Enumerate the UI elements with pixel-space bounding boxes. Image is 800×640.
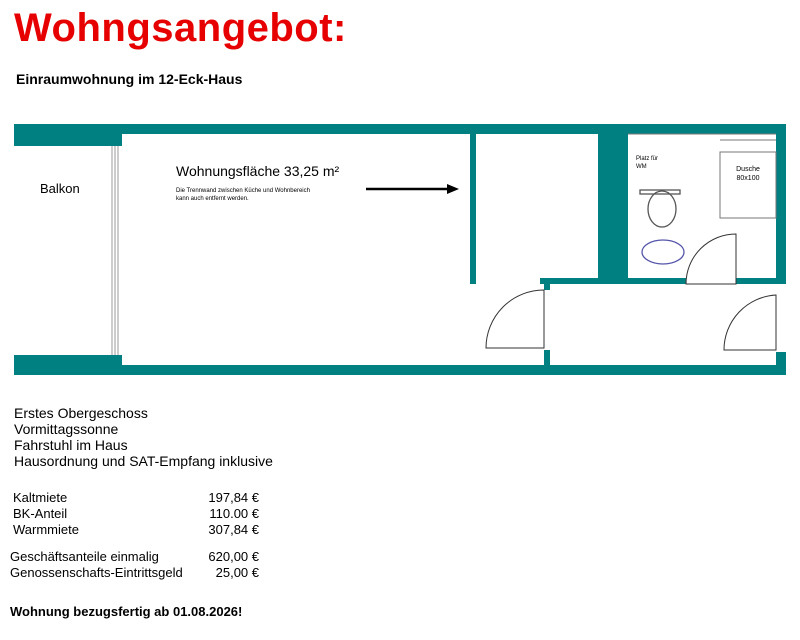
walls <box>14 124 786 375</box>
availability-note: Wohnung bezugsfertig ab 01.08.2026! <box>10 604 243 619</box>
rent-amount: 197,84 € <box>208 490 259 505</box>
rent-label: Warmmiete <box>13 522 79 537</box>
rent-amount: 307,84 € <box>208 522 259 537</box>
shower-label-line2: 80x100 <box>736 175 760 182</box>
rent-table <box>13 490 259 538</box>
area-label: Wohnungsfläche 33,25 m² <box>176 163 340 179</box>
wall-right <box>776 134 786 284</box>
rent-row <box>13 490 259 506</box>
partition-note-line2: kann auch entfernt werden. <box>176 196 249 202</box>
feature-list <box>14 405 273 469</box>
wall-bathroom-left <box>598 134 628 278</box>
wall-balcony-top <box>14 134 122 146</box>
wall-top <box>14 124 786 134</box>
offer-title: Wohngsangebot: <box>14 6 347 50</box>
washer-label-line2: WM <box>636 164 647 170</box>
wall-hall-top-right <box>736 278 776 284</box>
partition-note-line1: Die Trennwand zwischen Küche und Wohnbereich <box>176 188 310 194</box>
closet-door <box>724 295 776 350</box>
feature-item: Hausordnung und SAT-Empfang inklusive <box>14 453 273 469</box>
rent-label: Kaltmiete <box>13 490 68 505</box>
balcony-window <box>112 146 118 355</box>
wall-hall-top-left <box>540 278 686 284</box>
doors <box>486 234 776 350</box>
balcony-label: Balkon <box>40 181 80 196</box>
entrance-door <box>486 290 544 348</box>
feature-item: Vormittagssonne <box>14 421 119 437</box>
rent-row <box>13 522 259 538</box>
shares-table <box>10 549 259 581</box>
washer-label-line1: Platz für <box>636 156 659 162</box>
wall-hall-left-bottom <box>544 350 550 365</box>
shares-amount: 25,00 € <box>215 565 259 580</box>
wall-hall-left-top <box>544 284 550 290</box>
rent-amount: 110.00 € <box>209 506 259 521</box>
wall-partition <box>470 134 476 284</box>
feature-item: Fahrstuhl im Haus <box>14 437 128 453</box>
shares-label: Genossenschafts-Eintrittsgeld <box>10 565 183 580</box>
shares-row <box>10 549 259 565</box>
shares-amount: 620,00 € <box>208 549 259 564</box>
shower-tray <box>720 152 776 218</box>
feature-item: Erstes Obergeschoss <box>14 405 148 421</box>
apartment-subtitle: Einraumwohnung im 12-Eck-Haus <box>16 71 243 87</box>
wall-bottom <box>14 365 786 375</box>
shower-label-line1: Dusche <box>736 166 760 173</box>
floor-plan <box>0 115 800 380</box>
rent-row <box>13 506 259 522</box>
wall-right-lower <box>776 352 786 365</box>
arrow-icon <box>366 184 459 194</box>
shares-label: Geschäftsanteile einmalig <box>10 549 159 564</box>
bathroom-door <box>686 234 736 284</box>
shares-row <box>10 565 259 581</box>
toilet-icon <box>640 190 680 227</box>
sink-icon <box>642 240 684 264</box>
rent-label: BK-Anteil <box>13 506 68 521</box>
